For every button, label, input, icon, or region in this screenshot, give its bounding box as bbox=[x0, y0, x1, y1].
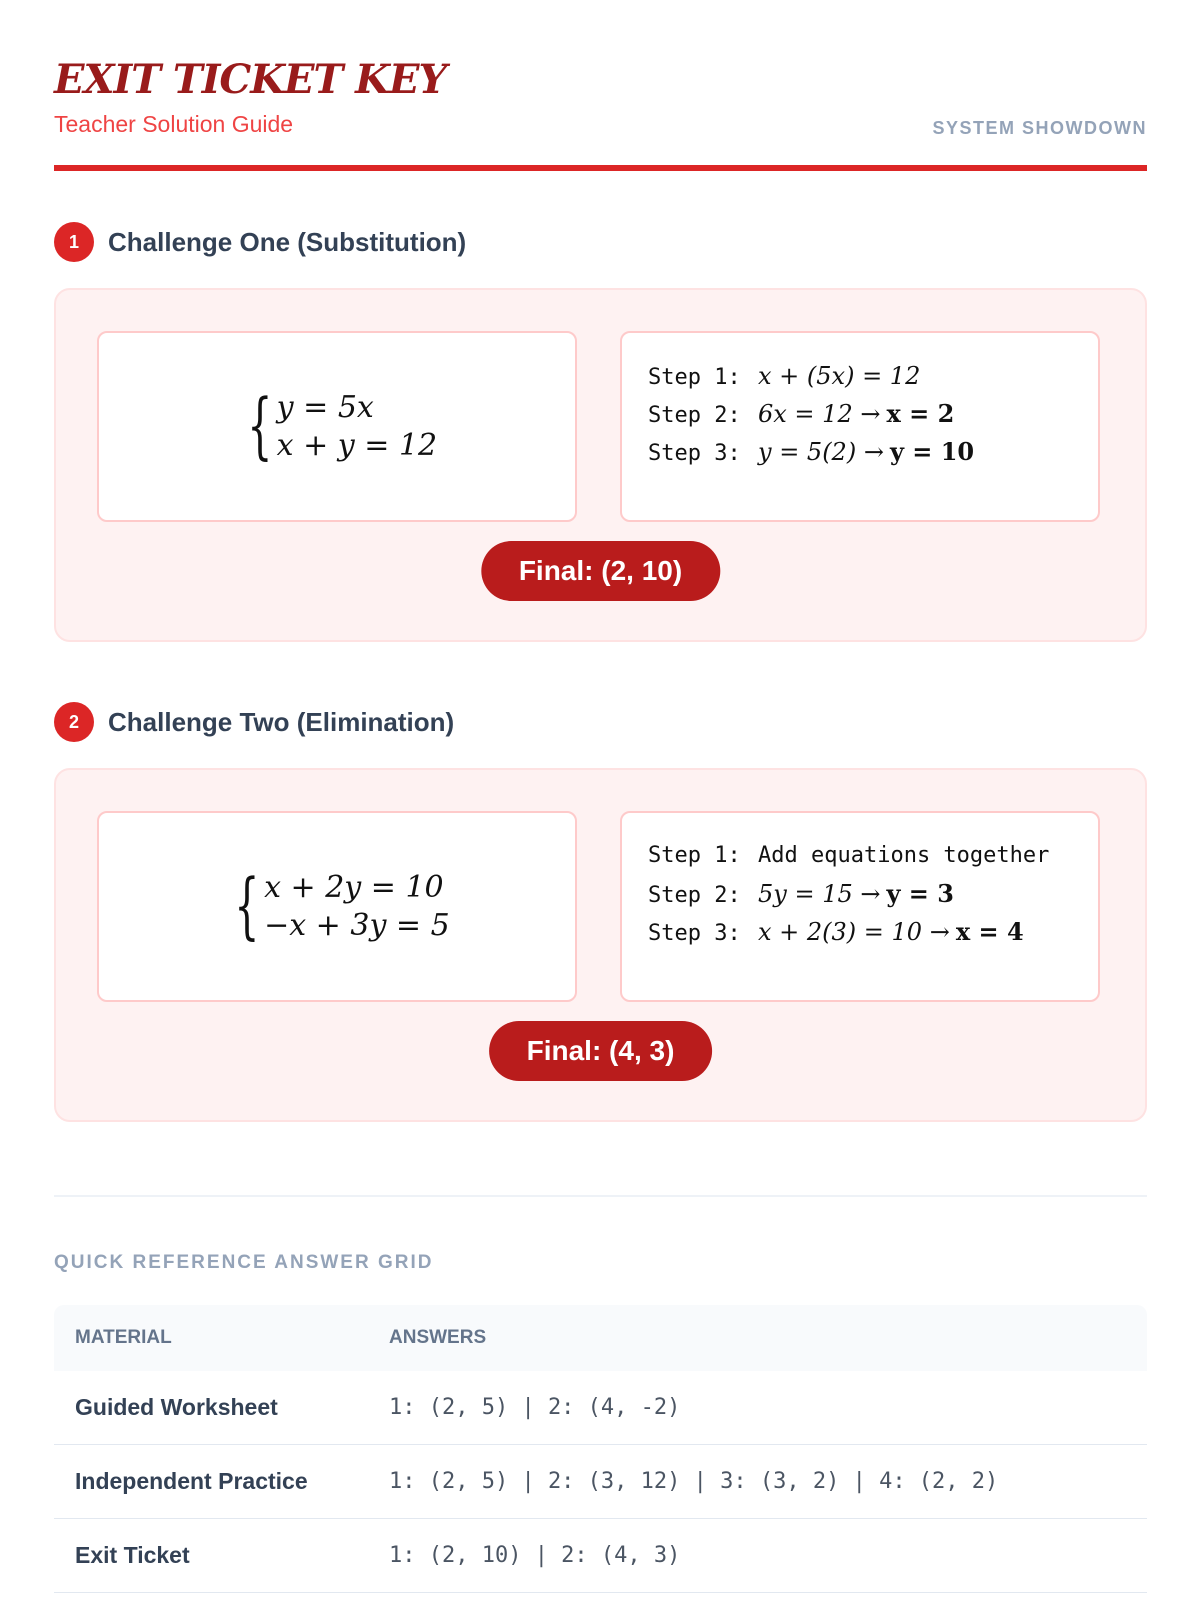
step-text: Add equations together bbox=[758, 843, 1050, 868]
challenge-one-panel bbox=[54, 288, 1147, 642]
step-row bbox=[648, 913, 1049, 951]
step-label: Step 3: bbox=[648, 441, 741, 466]
answers-cell: 1: (2, 10) | 2: (4, 3) bbox=[389, 1543, 681, 1568]
step-row bbox=[648, 395, 974, 433]
step-row bbox=[648, 357, 974, 395]
final-answer-badge: Final: (2, 10) bbox=[481, 541, 720, 601]
step-text: 5y = 15 → bbox=[758, 880, 881, 908]
step-result: y = 3 bbox=[886, 879, 954, 908]
table-row bbox=[54, 1519, 1147, 1593]
step-result: x = 2 bbox=[886, 399, 955, 428]
answers-cell: 1: (2, 5) | 2: (4, -2) bbox=[389, 1395, 681, 1420]
left-brace-symbol: { bbox=[247, 382, 273, 467]
equation: −x + 3y = 5 bbox=[264, 907, 450, 943]
final-answer-badge: Final: (4, 3) bbox=[489, 1021, 713, 1081]
challenge-title: Challenge One (Substitution) bbox=[108, 227, 467, 257]
material-cell: Exit Ticket bbox=[75, 1542, 190, 1568]
table-header-row bbox=[54, 1305, 1147, 1371]
step-label: Step 1: bbox=[648, 365, 741, 390]
reference-grid-title: QUICK REFERENCE ANSWER GRID bbox=[54, 1252, 434, 1273]
header-tag: SYSTEM SHOWDOWN bbox=[932, 118, 1147, 138]
steps-card bbox=[620, 331, 1100, 522]
challenge-two-heading bbox=[54, 702, 1147, 742]
system-card bbox=[97, 811, 577, 1002]
header bbox=[54, 56, 1147, 172]
system-card bbox=[97, 331, 577, 522]
reference-answer-table bbox=[54, 1305, 1147, 1593]
step-label: Step 1: bbox=[648, 843, 741, 868]
challenge-number-badge: 1 bbox=[54, 222, 94, 262]
page-subtitle: Teacher Solution Guide bbox=[54, 111, 294, 137]
step-row bbox=[648, 837, 1049, 875]
equation: y = 5x bbox=[276, 389, 374, 425]
step-text: x + (5x) = 12 bbox=[758, 362, 921, 390]
step-label: Step 3: bbox=[648, 921, 741, 946]
step-text: 6x = 12 → bbox=[758, 400, 881, 428]
step-text: y = 5(2) → bbox=[758, 438, 884, 466]
challenge-title: Challenge Two (Elimination) bbox=[108, 707, 455, 737]
equation: x + 2y = 10 bbox=[264, 869, 444, 905]
left-brace-symbol: { bbox=[234, 862, 260, 947]
challenge-one-heading bbox=[54, 222, 1147, 262]
exit-ticket-key-page bbox=[54, 0, 1147, 1600]
step-result: y = 10 bbox=[889, 437, 975, 466]
step-label: Step 2: bbox=[648, 883, 741, 908]
step-result: x = 4 bbox=[955, 917, 1024, 946]
step-row bbox=[648, 875, 1049, 913]
column-header-answers: ANSWERS bbox=[389, 1327, 487, 1348]
column-header-material: MATERIAL bbox=[75, 1327, 172, 1348]
section-divider bbox=[54, 1195, 1147, 1197]
header-divider bbox=[54, 165, 1147, 171]
step-text: x + 2(3) = 10 → bbox=[758, 918, 950, 946]
table-row bbox=[54, 1371, 1147, 1445]
answers-cell: 1: (2, 5) | 2: (3, 12) | 3: (3, 2) | 4: (2, 2) bbox=[389, 1469, 999, 1494]
step-label: Step 2: bbox=[648, 403, 741, 428]
equation: x + y = 12 bbox=[276, 427, 438, 463]
page-title: EXIT TICKET KEY bbox=[54, 56, 446, 103]
step-row bbox=[648, 433, 974, 471]
steps-card bbox=[620, 811, 1100, 1002]
material-cell: Independent Practice bbox=[75, 1468, 308, 1494]
challenge-number-badge: 2 bbox=[54, 702, 94, 742]
challenge-two-panel bbox=[54, 768, 1147, 1122]
table-row bbox=[54, 1445, 1147, 1519]
material-cell: Guided Worksheet bbox=[75, 1394, 278, 1420]
